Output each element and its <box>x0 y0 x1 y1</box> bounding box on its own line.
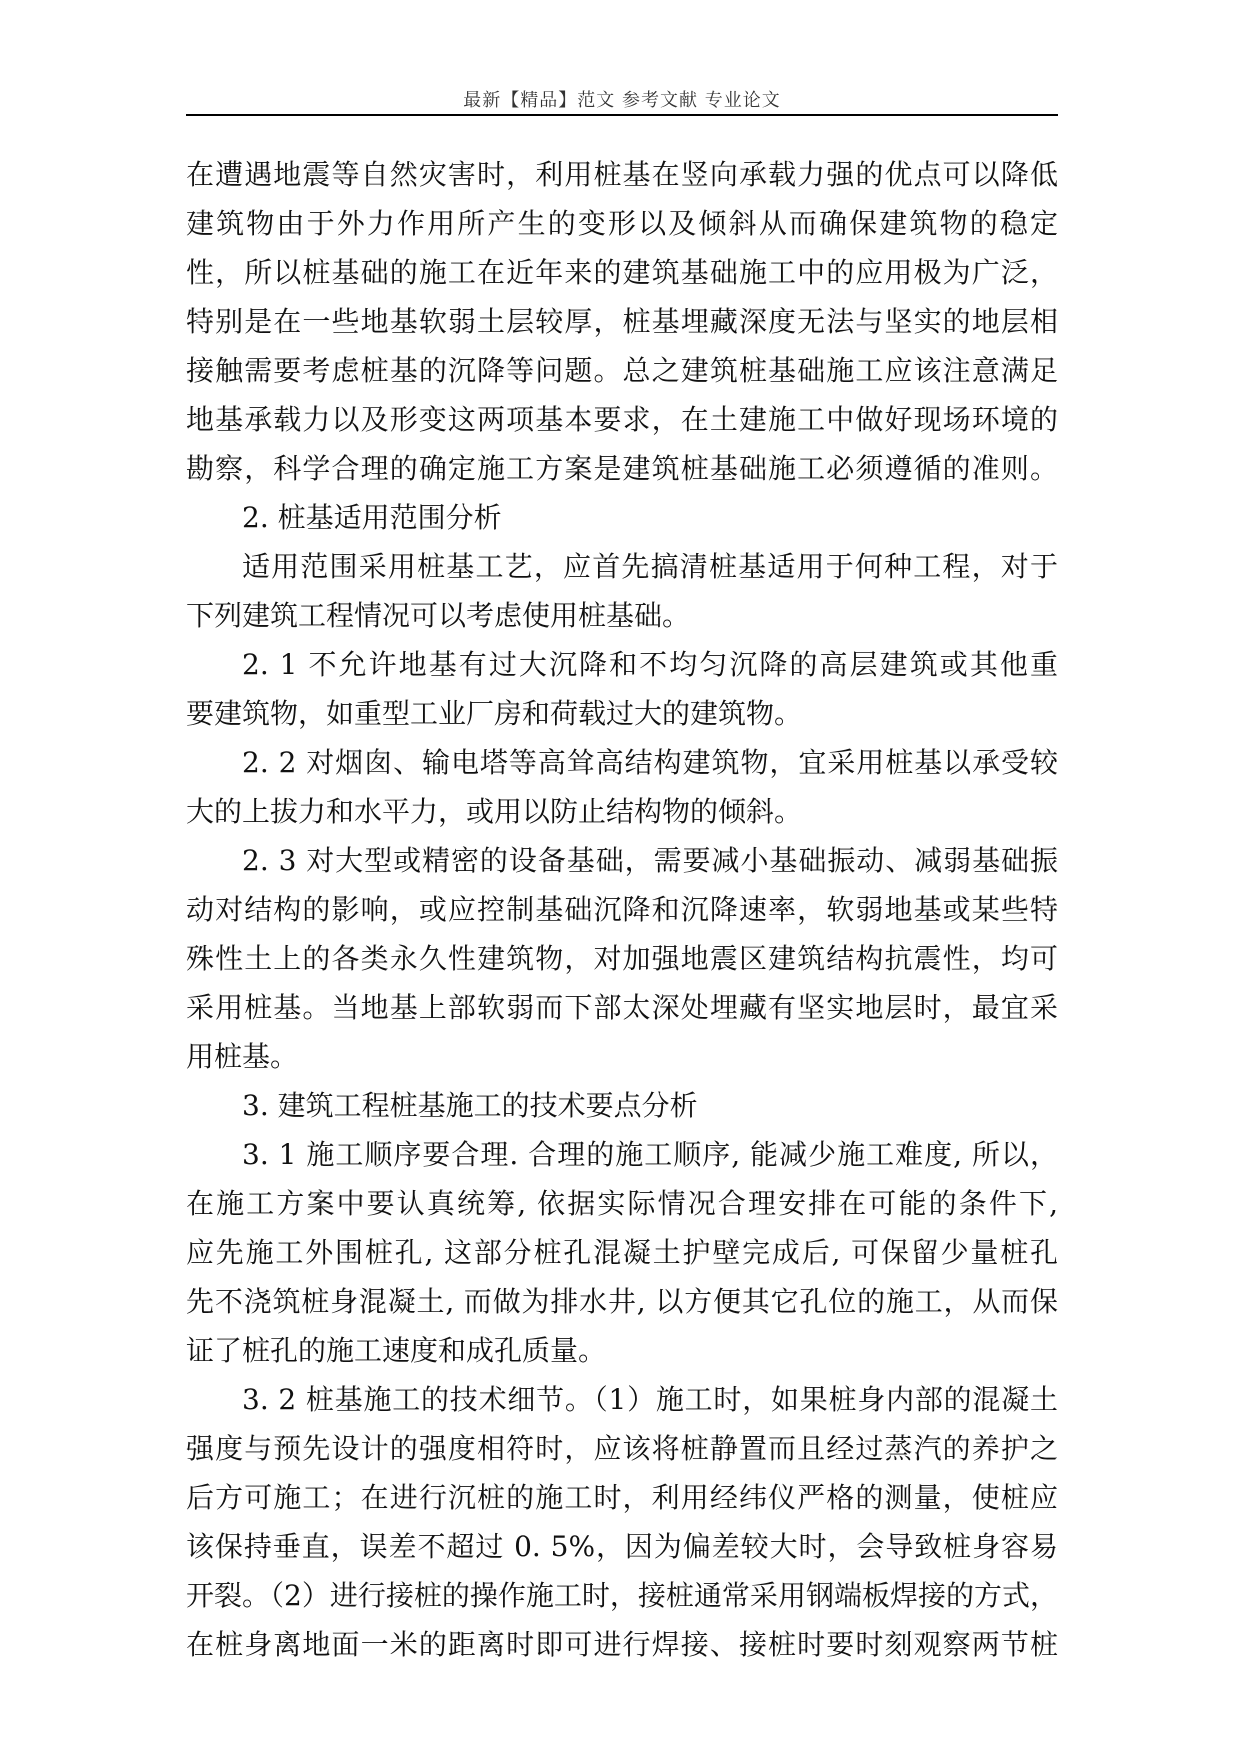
text-line: 3. 2 桩基施工的技术细节。（1）施工时，如果桩身内部的混凝土 <box>242 1383 1058 1416</box>
text-line: 动对结构的影响，或应控制基础沉降和沉降速率，软弱地基或某些特 <box>186 893 1058 926</box>
text-line: 强度与预先设计的强度相符时，应该将桩静置而且经过蒸汽的养护之 <box>186 1432 1058 1465</box>
text-line: 2. 1 不允许地基有过大沉降和不均匀沉降的高层建筑或其他重 <box>242 648 1058 681</box>
text-line: 在桩身离地面一米的距离时即可进行焊接、接桩时要时刻观察两节桩 <box>186 1628 1058 1661</box>
document-body <box>186 150 1058 1669</box>
text-line: 地基承载力以及形变这两项基本要求，在土建施工中做好现场环境的 <box>186 403 1058 436</box>
text-line: 在施工方案中要认真统筹, 依据实际情况合理安排在可能的条件下, <box>186 1187 1058 1220</box>
text-line: 在遭遇地震等自然灾害时，利用桩基在竖向承载力强的优点可以降低 <box>186 158 1058 191</box>
text-line: 2. 3 对大型或精密的设备基础，需要减小基础振动、减弱基础振 <box>242 844 1058 877</box>
text-line: 适用范围采用桩基工艺，应首先搞清桩基适用于何种工程，对于 <box>242 550 1058 583</box>
text-line: 殊性土上的各类永久性建筑物，对加强地震区建筑结构抗震性，均可 <box>186 942 1058 975</box>
text-line: 先不浇筑桩身混凝土, 而做为排水井, 以方便其它孔位的施工，从而保 <box>186 1285 1058 1318</box>
text-line: 勘察，科学合理的确定施工方案是建筑桩基础施工必须遵循的准则。 <box>186 452 1058 485</box>
text-line: 2. 2 对烟囱、输电塔等高耸高结构建筑物，宜采用桩基以承受较 <box>242 746 1058 779</box>
text-line: 建筑物由于外力作用所产生的变形以及倾斜从而确保建筑物的稳定 <box>186 207 1058 240</box>
text-line: 3. 1 施工顺序要合理. 合理的施工顺序, 能减少施工难度, 所以， <box>242 1138 1058 1171</box>
text-line: 用桩基。 <box>186 1040 299 1073</box>
running-header: 最新【精品】范文 参考文献 专业论文 <box>463 90 781 111</box>
text-line: 2. 桩基适用范围分析 <box>242 501 502 534</box>
text-line: 后方可施工；在进行沉桩的施工时，利用经纬仪严格的测量，使桩应 <box>186 1481 1058 1514</box>
text-line: 大的上拔力和水平力，或用以防止结构物的倾斜。 <box>186 795 803 828</box>
text-line: 接触需要考虑桩基的沉降等问题。总之建筑桩基础施工应该注意满足 <box>186 354 1058 387</box>
text-line: 性，所以桩基础的施工在近年来的建筑基础施工中的应用极为广泛， <box>186 256 1058 289</box>
text-line: 采用桩基。当地基上部软弱而下部太深处埋藏有坚实地层时，最宜采 <box>186 991 1058 1024</box>
text-line: 证了桩孔的施工速度和成孔质量。 <box>186 1334 607 1367</box>
text-line: 3. 建筑工程桩基施工的技术要点分析 <box>242 1089 698 1122</box>
text-line: 该保持垂直，误差不超过 0. 5%，因为偏差较大时，会导致桩身容易 <box>186 1530 1058 1563</box>
text-line: 下列建筑工程情况可以考虑使用桩基础。 <box>186 599 691 632</box>
text-line: 开裂。（2）进行接桩的操作施工时，接桩通常采用钢端板焊接的方式， <box>186 1579 1058 1612</box>
text-line: 要建筑物，如重型工业厂房和荷载过大的建筑物。 <box>186 697 803 730</box>
text-line: 特别是在一些地基软弱土层较厚，桩基埋藏深度无法与坚实的地层相 <box>186 305 1058 338</box>
text-line: 应先施工外围桩孔, 这部分桩孔混凝土护壁完成后, 可保留少量桩孔 <box>186 1236 1058 1269</box>
header-rule <box>186 114 1058 116</box>
